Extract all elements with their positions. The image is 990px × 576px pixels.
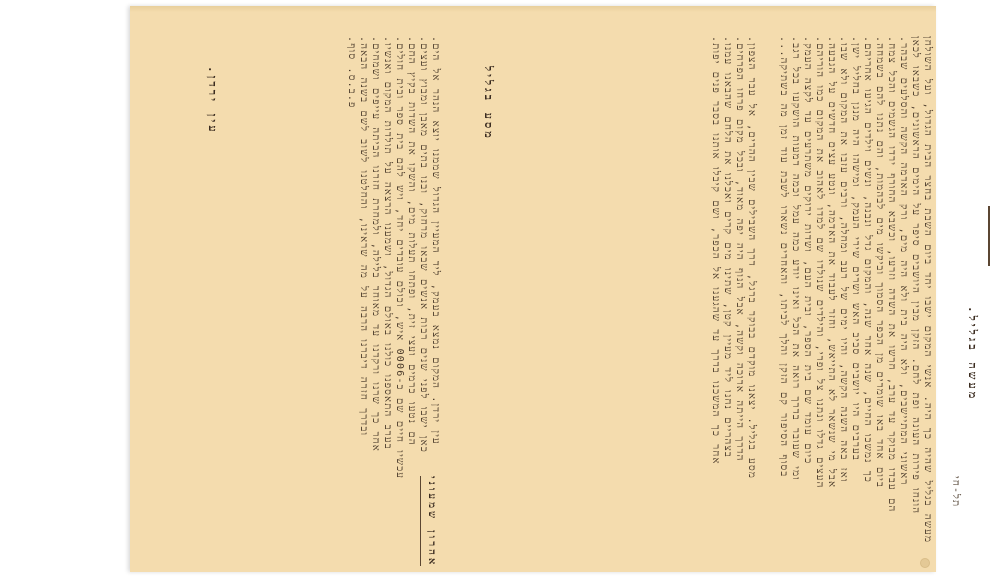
- text-line: אחר כך שרנו ורקדנו עד מאוחר בלילה, ולמחרת חזרנו הביתה עייפים ושמחים.: [370, 36, 381, 452]
- text-line: אבל מי שנשאר לא התייאש, וחזר לעבוד את האדמה, ונטע עצים חדשים על הגבעה.: [826, 36, 837, 489]
- scan-edge: [130, 6, 936, 12]
- signature: אהרון שמעוני: [426, 476, 437, 568]
- text-line: עין ירדן. המקום נמצא בעמק, ליד המעיין הגדול שממנו יוצא הנהר אל הים.: [430, 36, 441, 445]
- text-line: ראשוני המתיישבים, ולא היה בית ולא היה מים, ורק האדמה הקשה והסלעים שבהר.: [898, 36, 909, 486]
- text-line: כיום עומד שם בית הספר, ובית העם, ושדות ירוקים משתרעים עד לקצה העמק.: [802, 36, 813, 465]
- text-line: ביום אחד באו שומרים מן הכפר הסמוך וביקשו מים לבהמות, והם נתנו להם בשמחה.: [874, 36, 885, 488]
- text-line: ומי שעובר בדרך רואה את הכל ואינו יודע כמה עמל וכמה דמעות הושקעו בכל רגב.: [790, 36, 801, 481]
- text-line: אחר כך המשכנו בדרך עד שהגענו אל הכפר, ושם קיבלו אותנו בסבר פנים יפות.: [710, 36, 721, 465]
- text-line: בצהריים נחנו ליד מעיין קטן, שתינו מים קרים ואכלנו את הלחם שהבאנו עמנו.: [722, 36, 733, 458]
- section-heading: מסע בגליל: [482, 66, 495, 141]
- section-heading-left: עין ירדן.: [206, 66, 219, 135]
- heading-sub: תל-חי: [950, 476, 961, 508]
- scanned-page: [130, 6, 979, 572]
- text-line: פ.ב.ס. סוף.: [346, 36, 357, 109]
- page-heading: מעשה בגליל.: [966, 306, 979, 402]
- text-line: כאן ישבו לפני שנים רבות אנשים שבאו מרחוק, ובנו בתים מאבן ומבוץ ועצים.: [418, 36, 429, 453]
- text-line: הם עבדו מבוקר עד ערב, חרשו את השדה וזרעו, וכשבא החורף ירדו הגשמים והכל צמח.: [886, 36, 897, 513]
- text-line: ובדרך חזרה דיברנו הרבה על מה שראינו, והחלטנו לשוב לשם בשנה הבאה.: [358, 36, 369, 437]
- text-line: הונחו פירות העונה ופת לחם. הזקן מבין היושבים סיפר על הימים הראשונים, כשבאו לכאן: [910, 36, 921, 515]
- text-line: עכשיו חיים שם כ-6000 איש, וכולם עובדים יחד, ויש להם בית ספר ובית חולים.: [394, 36, 405, 480]
- text-line: הדרך הייתה ארוכה וקשה, אבל הנוף היה יפה מאוד, ובכל מקום פרחו הפרחים.: [734, 36, 745, 462]
- text-line: בסוף הסיפור קם הזקן והלך לביתו, והאחרים נשארו לשבת עוד זמן מה בשתיקה...: [778, 36, 789, 478]
- hole-mark: [920, 558, 930, 568]
- text-line: מעשה בגליל שהיה כך היה. אנשי המקום ישבו יחד ביום השבת בחצר הבית הגדול, ועל השולחן: [922, 36, 933, 544]
- text-line: בערב התאספנו כולנו באולם הגדול, ושמענו הרצאה על תולדות המקום ואנשיו.: [382, 36, 393, 450]
- text-line: בערבים היו יושבים סביב האש ושרים שירי העמק, ומישהו היה מנגן בחליל ישן.: [850, 36, 861, 461]
- text-line: מסע בגליל. יצאנו מוקדם בבוקר ברגל, דרך השבילים שבין ההרים, אל עבר הצפון.: [746, 36, 757, 480]
- text-line: ואז באה השנה הקשה, והיו ימים של רעב ומחלה, ורבים עזבו את המקום ולא שבו.: [838, 36, 849, 483]
- signature-underline: [420, 476, 421, 566]
- text-line: העצים גדלו ונתנו צל ופרי, והילדים שנולדו שם למדו לאהוב את המקום כמו הוריהם.: [814, 36, 825, 489]
- text-line: כך נמשכו החיים, שנה אחר שנה, והמקום גדל ונבנה, ונשים וילדים הגיעו אחריהם.: [862, 36, 873, 484]
- text-line: הם נטעו כרמים ועצי זית, ופתחו תעלות מים, והשקו את השדות בקיץ החם.: [406, 36, 417, 446]
